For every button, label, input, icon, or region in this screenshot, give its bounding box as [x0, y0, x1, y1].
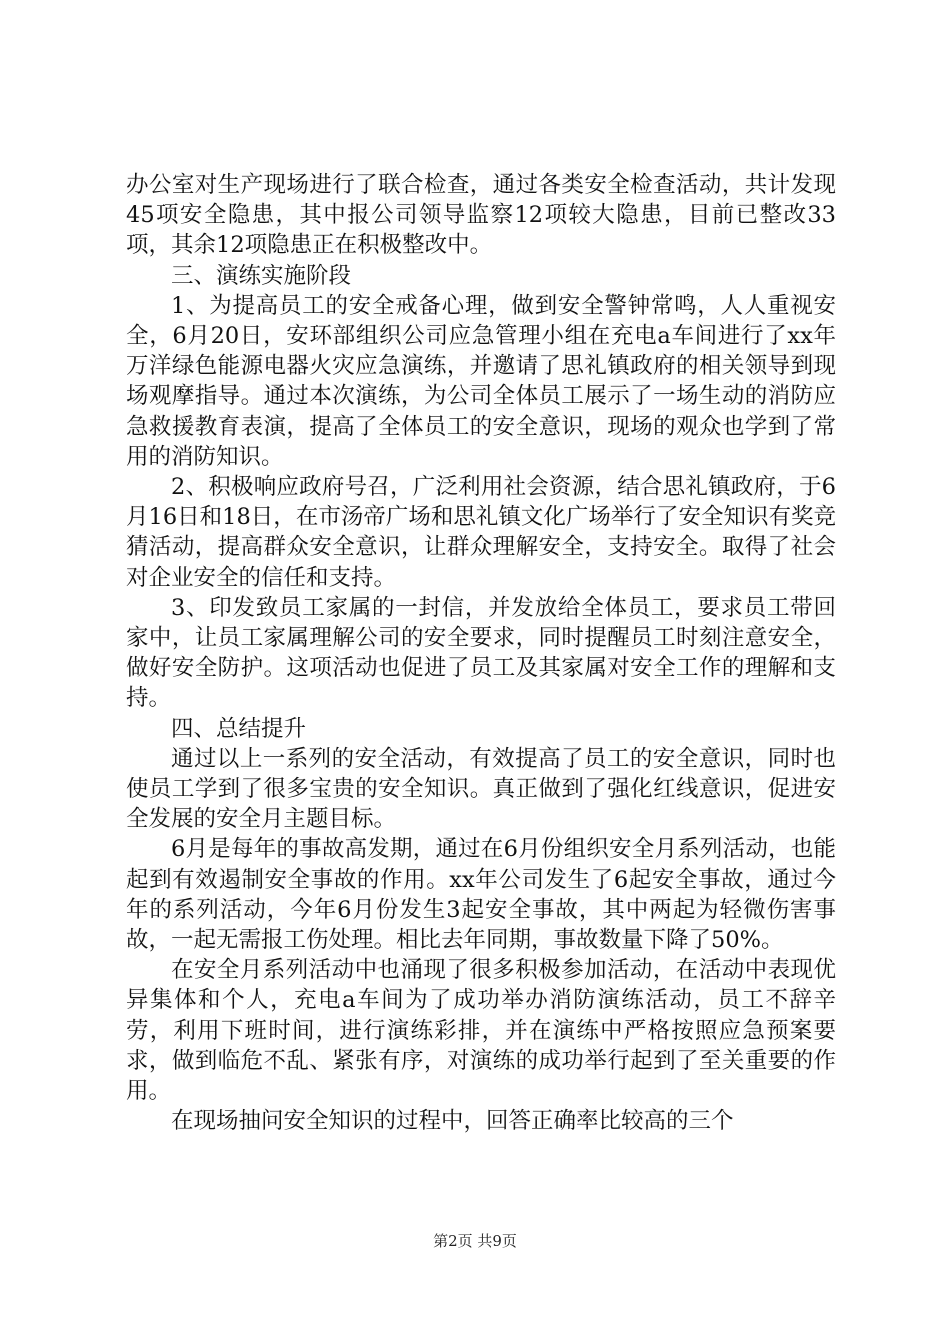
page-number-footer: 第2页 共9页 — [433, 1232, 517, 1250]
section-heading-drill: 三、演练实施阶段 — [171, 262, 352, 289]
section-heading-summary: 四、总结提升 — [171, 715, 307, 742]
paragraph-continuation: 办公室对生产现场进行了联合检查，通过各类安全检查活动，共计发现45项安全隐患，其中报公司领导监察12项较大隐患，目前已整改33项，其余12项隐患正在积极整改中。 — [126, 172, 836, 259]
paragraph-summary-4: 在现场抽问安全知识的过程中，回答正确率比较高的三个 — [171, 1108, 734, 1135]
paragraph-drill-1: 1、为提高员工的安全戒备心理，做到安全警钟常鸣，人人重视安全，6月20日，安环部组织公司应急管理小组在充电a车间进行了xx年万洋绿色能源电器火灾应急演练，并邀请了思礼镇政府的相关领导到现场观摩指导。通过本次演练，为公司全体员工展示了一场生动的消防应急救援教育表演，提高了全体员工的安全意识，现场的观众也学到了常用的消防知识。 — [126, 292, 836, 470]
paragraph-summary-1: 通过以上一系列的安全活动，有效提高了员工的安全意识，同时也使员工学到了很多宝贵的安全知识。真正做到了强化红线意识，促进安全发展的安全月主题目标。 — [126, 745, 836, 833]
paragraph-summary-2: 6月是每年的事故高发期，通过在6月份组织安全月系列活动，也能起到有效遏制安全事故的作用。xx年公司发生了6起安全事故，通过今年的系列活动，今年6月份发生3起安全事故，其中两起为轻微伤害事故，一起无需报工伤处理。相比去年同期，事故数量下降了50%。 — [126, 836, 836, 954]
document-body — [126, 170, 836, 1137]
paragraph-summary-3: 在安全月系列活动中也涌现了很多积极参加活动，在活动中表现优异集体和个人，充电a车间为了成功举办消防演练活动，员工不辞辛劳，利用下班时间，进行演练彩排，并在演练中严格按照应急预案要求，做到临危不乱、紧张有序，对演练的成功举行起到了至关重要的作用。 — [126, 957, 836, 1105]
paragraph-drill-2: 2、积极响应政府号召，广泛利用社会资源，结合思礼镇政府，于6月16日和18日，在市汤帝广场和思礼镇文化广场举行了安全知识有奖竞猜活动，提高群众安全意识，让群众理解安全，支持安全。取得了社会对企业安全的信任和支持。 — [126, 474, 836, 591]
paragraph-drill-3: 3、印发致员工家属的一封信，并发放给全体员工，要求员工带回家中，让员工家属理解公司的安全要求，同时提醒员工时刻注意安全，做好安全防护。这项活动也促进了员工及其家属对安全工作的理解和支持。 — [126, 594, 836, 712]
